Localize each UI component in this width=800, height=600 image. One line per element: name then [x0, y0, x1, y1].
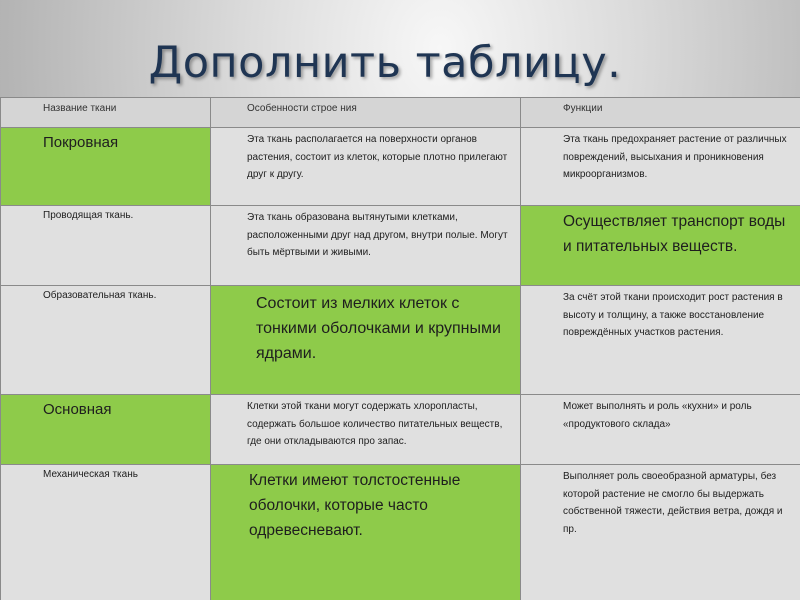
row-name-cell: Основная — [1, 395, 211, 465]
row-name-cell: Образовательная ткань. — [1, 286, 211, 395]
header-structure: Особенности строе ния — [211, 98, 521, 128]
header-function: Функции — [521, 98, 800, 128]
row-function-cell: Выполняет роль своеобразной арматуры, без которой растение не смогло бы выдержать собственной тяжести, действия ветра, дождя и пр. — [521, 465, 800, 600]
row-function-cell: Эта ткань предохраняет растение от различных повреждений, высыхания и проникновения микроорганизмов. — [521, 128, 800, 206]
row-name-cell: Покровная — [1, 128, 211, 206]
table-row — [1, 128, 800, 206]
table-row — [1, 395, 800, 465]
row-function-cell: Может выполнять и роль «кухни» и роль «продуктового склада» — [521, 395, 800, 465]
slide-title: Дополнить таблицу. — [148, 38, 622, 88]
row-structure-cell: Эта ткань располагается на поверхности органов растения, состоит из клеток, которые плотно прилегают друг к другу. — [211, 128, 521, 206]
table-header-row — [1, 98, 800, 128]
row-structure-cell: Клетки имеют толстостенные оболочки, которые часто одревесневают. — [211, 465, 521, 600]
table-row — [1, 286, 800, 395]
header-name: Название ткани — [1, 98, 211, 128]
row-structure-cell: Эта ткань образована вытянутыми клетками, расположенными друг над другом, внутри полые. Могут быть мёртвыми и живыми. — [211, 206, 521, 286]
row-name-cell: Проводящая ткань. — [1, 206, 211, 286]
row-structure-cell: Состоит из мелких клеток с тонкими оболочками и крупными ядрами. — [211, 286, 521, 395]
row-function-cell: Осуществляет транспорт воды и питательных веществ. — [521, 206, 800, 286]
row-structure-cell: Клетки этой ткани могут содержать хлоропласты, содержать большое количество питательных веществ, где они откладываются про запас. — [211, 395, 521, 465]
table-row — [1, 206, 800, 286]
tissue-table — [0, 97, 800, 600]
row-function-cell: За счёт этой ткани происходит рост растения в высоту и толщину, а также восстановление повреждённых участков растения. — [521, 286, 800, 395]
table-row — [1, 465, 800, 600]
row-name-cell: Механическая ткань — [1, 465, 211, 600]
